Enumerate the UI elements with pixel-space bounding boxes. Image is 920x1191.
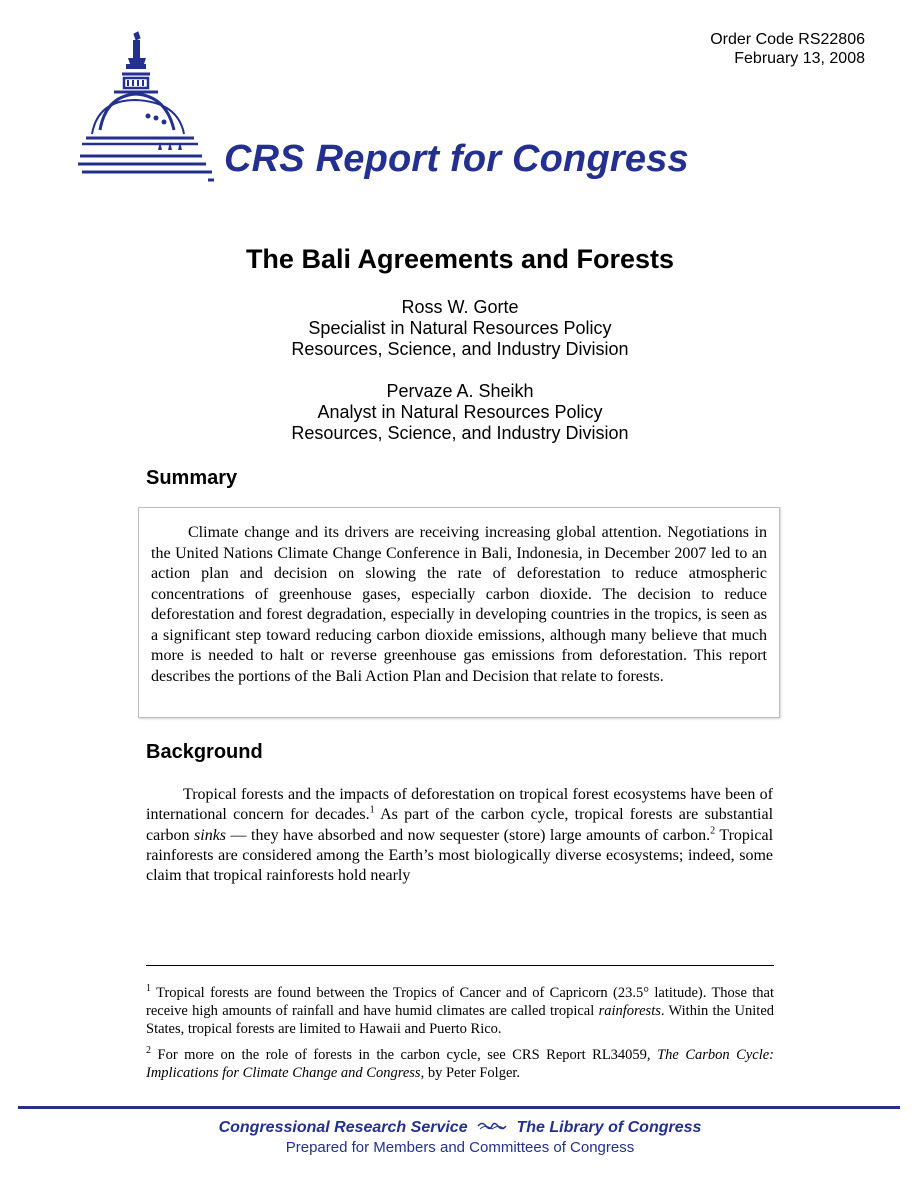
authors-block bbox=[0, 297, 920, 465]
background-text: Tropical forests and the impacts of deforestation on tropical forest ecosystems have been of international concern for decades. bbox=[146, 786, 773, 824]
author-position: Specialist in Natural Resources Policy bbox=[308, 318, 612, 338]
author-position: Analyst in Natural Resources Policy bbox=[317, 402, 603, 422]
footnote-number: 2 bbox=[146, 1045, 151, 1057]
background-text: Tropical rainforests are considered among the Earth’s most biologically diverse ecosystems; indeed, some claim that tropical rainforests hold nearly bbox=[146, 826, 774, 885]
footnote-text: , by Peter Folger. bbox=[420, 1065, 521, 1081]
footnote-ref-2[interactable]: 2 bbox=[710, 825, 716, 837]
ornament-separator-icon bbox=[477, 1120, 507, 1132]
capitol-dome-logo bbox=[78, 30, 218, 190]
background-paragraph bbox=[146, 785, 773, 886]
summary-text: Climate change and its drivers are receiving increasing global attention. Negotiations in the United Nations Climate Change Conference in Bali, Indonesia, in December 2007 led to an action plan and decision on slowing the rate of deforestation to reduce atmospheric concentrations of greenhouse gases, especially carbon dioxide. The decision to reduce deforestation and forest degradation, especially in developing countries in the tropics, is seen as a significant step toward reducing carbon dioxide emissions, although many believe that much more is needed to halt or reverse greenhouse gas emissions from deforestation. This report describes the portions of the Bali Action Plan and Decision that relate to forests. bbox=[151, 524, 767, 685]
document-title: The Bali Agreements and Forests bbox=[245, 244, 675, 274]
report-date: February 13, 2008 bbox=[734, 50, 865, 67]
footer-prepared-line: Prepared for Members and Committees of Congress bbox=[285, 1139, 635, 1156]
summary-heading: Summary bbox=[146, 467, 238, 489]
author-name: Pervaze A. Sheikh bbox=[386, 381, 534, 401]
footer-crs: Congressional Research Service bbox=[218, 1119, 468, 1136]
footnotes bbox=[146, 984, 774, 1090]
emphasis-sinks: sinks bbox=[194, 826, 227, 844]
footnote-2 bbox=[146, 1046, 774, 1082]
footnote-emphasis: rainforests bbox=[598, 1003, 661, 1019]
author-2 bbox=[0, 381, 920, 444]
footnote-emphasis: The Carbon Cycle: Implications for Climate Change and Congress bbox=[146, 1047, 775, 1081]
author-division: Resources, Science, and Industry Division bbox=[291, 423, 629, 443]
author-1 bbox=[0, 297, 920, 360]
background-text: — they have absorbed and now sequester (store) large amounts of carbon. bbox=[226, 826, 711, 844]
author-division: Resources, Science, and Industry Division bbox=[291, 339, 629, 359]
footnote-ref-1[interactable]: 1 bbox=[369, 804, 375, 816]
footer-divider bbox=[18, 1106, 900, 1109]
footer-agency-line bbox=[0, 1119, 920, 1137]
footnote-divider bbox=[146, 965, 774, 966]
order-code: Order Code RS22806 bbox=[710, 31, 865, 48]
footnote-text: Tropical forests are found between the Tropics of Cancer and of Capricorn (23.5° latitude). Those that receive high amounts of rainfall and have humid climates are called tropical bbox=[146, 985, 774, 1019]
author-name: Ross W. Gorte bbox=[401, 297, 519, 317]
footnote-number: 1 bbox=[146, 983, 151, 995]
footnote-text: For more on the role of forests in the carbon cycle, see CRS Report RL34059, bbox=[151, 1047, 658, 1063]
background-heading: Background bbox=[146, 741, 263, 763]
report-series-title: CRS Report for Congress bbox=[224, 138, 689, 180]
order-code-block bbox=[710, 30, 865, 68]
background-text: As part of the carbon cycle, tropical forests are substantial carbon bbox=[146, 806, 774, 844]
footer-loc: The Library of Congress bbox=[516, 1119, 702, 1136]
footnote-1 bbox=[146, 984, 774, 1038]
footnote-text: . Within the United States, tropical forests are limited to Hawaii and Puerto Rico. bbox=[146, 1003, 774, 1037]
summary-box bbox=[138, 507, 780, 718]
